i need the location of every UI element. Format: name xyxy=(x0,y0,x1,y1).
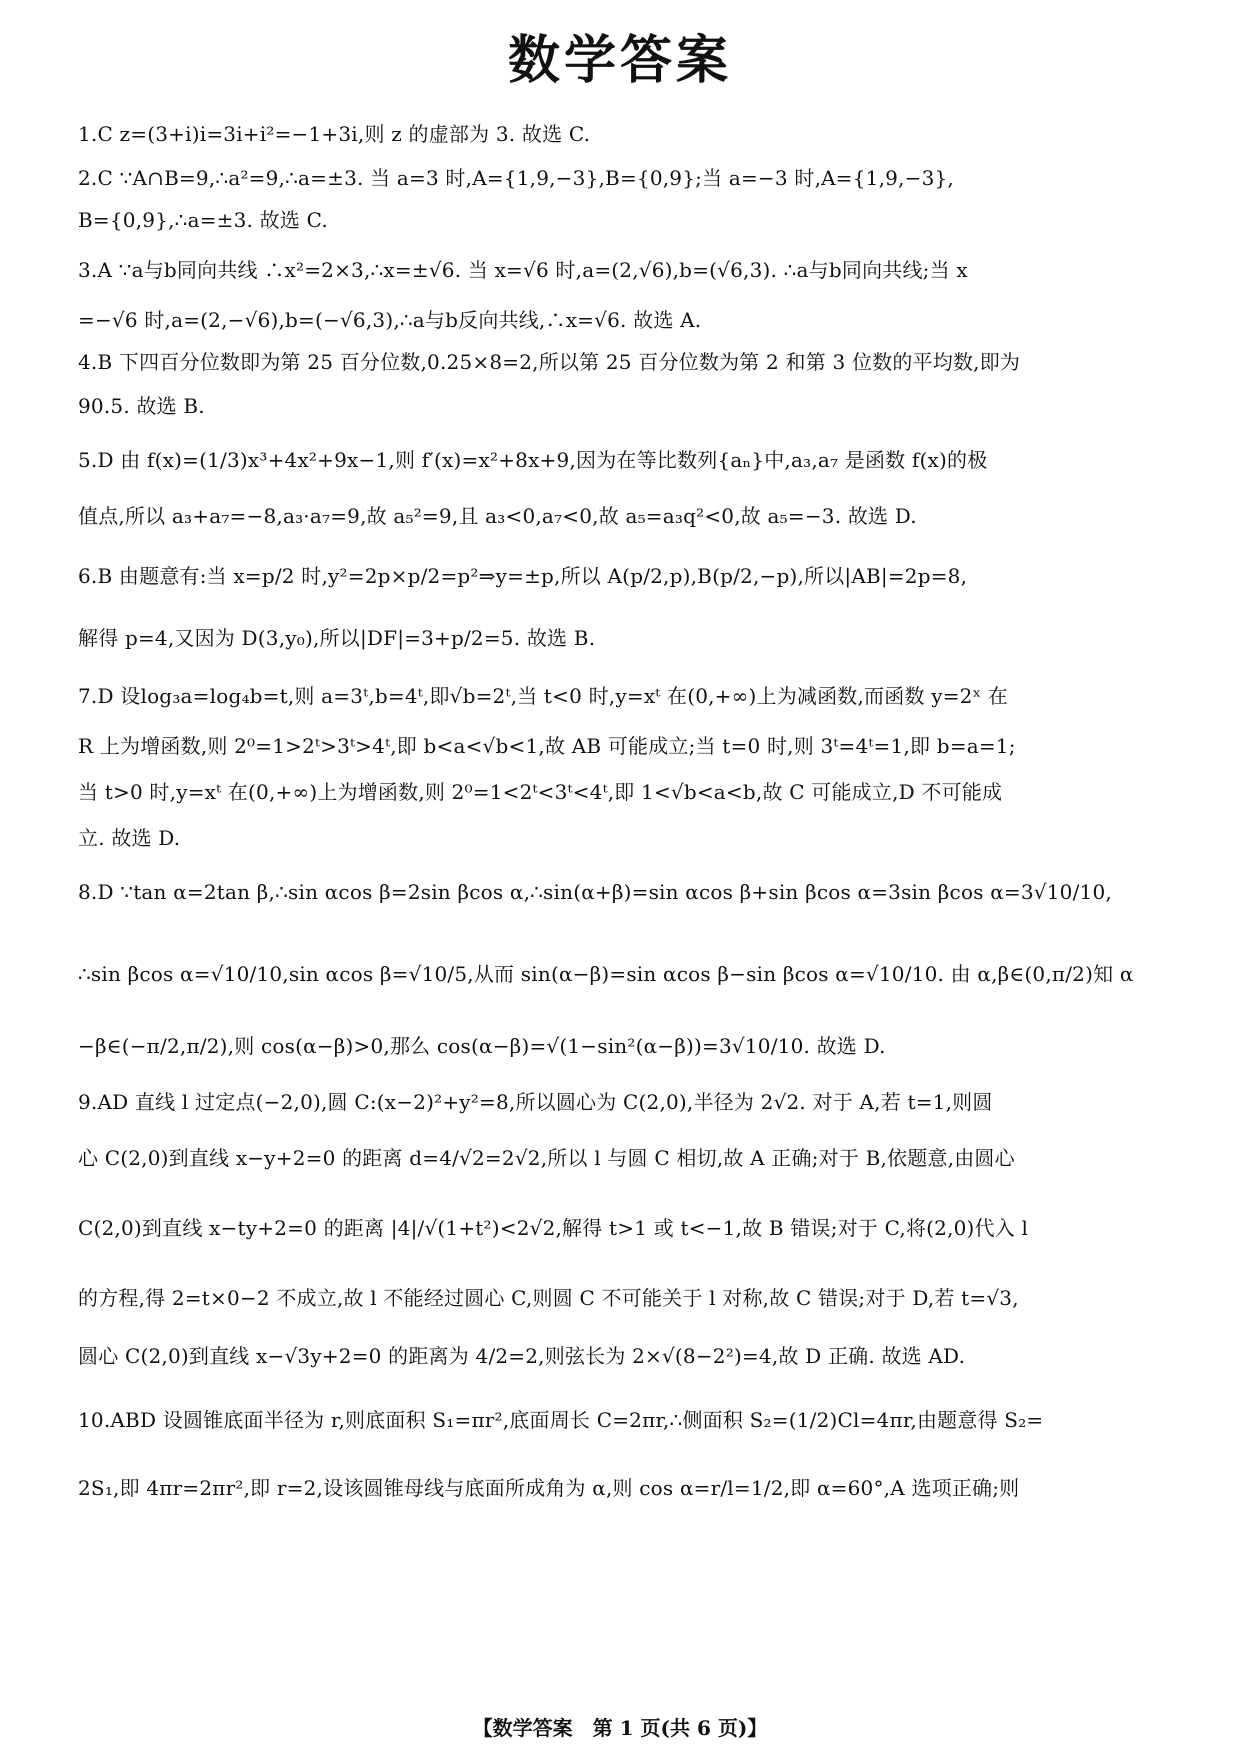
answer-line: 圆心 C(2,0)到直线 x−√3y+2=0 的距离为 4/2=2,则弦长为 2×√(8−2²)=4,故 D 正确. 故选 AD. xyxy=(78,1344,966,1368)
answer-line: 7.D 设log₃a=log₄b=t,则 a=3ᵗ,b=4ᵗ,即√b=2ᵗ,当 t<0 时,y=xᵗ 在(0,+∞)上为减函数,而函数 y=2ˣ 在 xyxy=(78,684,1009,708)
answer-line: C(2,0)到直线 x−ty+2=0 的距离 |4|/√(1+t²)<2√2,解得 t>1 或 t<−1,故 B 错误;对于 C,将(2,0)代入 l xyxy=(78,1216,1029,1240)
answer-line: 5.D 由 f(x)=(1/3)x³+4x²+9x−1,则 f′(x)=x²+8x+9,因为在等比数列{aₙ}中,a₃,a₇ 是函数 f(x)的极 xyxy=(78,448,988,472)
answer-line: 90.5. 故选 B. xyxy=(78,394,205,418)
answer-line: 8.D ∵tan α=2tan β,∴sin αcos β=2sin βcos α,∴sin(α+β)=sin αcos β+sin βcos α=3sin βcos α=3√10/10, xyxy=(78,880,1112,904)
answer-line: ∴sin βcos α=√10/10,sin αcos β=√10/5,从而 sin(α−β)=sin αcos β−sin βcos α=√10/10. 由 α,β∈(0,π/2)知 α xyxy=(78,962,1134,986)
answer-line: B={0,9},∴a=±3. 故选 C. xyxy=(78,208,328,232)
answer-line: =−√6 时,a=(2,−√6),b=(−√6,3),∴a与b反向共线,∴x=√6. 故选 A. xyxy=(78,308,702,332)
answer-line: 10.ABD 设圆锥底面半径为 r,则底面积 S₁=πr²,底面周长 C=2πr,∴侧面积 S₂=(1/2)Cl=4πr,由题意得 S₂= xyxy=(78,1408,1044,1432)
answer-line: 4.B 下四百分位数即为第 25 百分位数,0.25×8=2,所以第 25 百分位数为第 2 和第 3 位数的平均数,即为 xyxy=(78,350,1021,374)
answer-line: 解得 p=4,又因为 D(3,y₀),所以|DF|=3+p/2=5. 故选 B. xyxy=(78,626,596,650)
answer-line: 9.AD 直线 l 过定点(−2,0),圆 C:(x−2)²+y²=8,所以圆心为 C(2,0),半径为 2√2. 对于 A,若 t=1,则圆 xyxy=(78,1090,993,1114)
answer-line: 值点,所以 a₃+a₇=−8,a₃·a₇=9,故 a₅²=9,且 a₃<0,a₇<0,故 a₅=a₃q²<0,故 a₅=−3. 故选 D. xyxy=(78,504,917,528)
answer-line: 1.C z=(3+i)i=3i+i²=−1+3i,则 z 的虚部为 3. 故选 C. xyxy=(78,122,591,146)
answer-line: 当 t>0 时,y=xᵗ 在(0,+∞)上为增函数,则 2⁰=1<2ᵗ<3ᵗ<4ᵗ,即 1<√b<a<b,故 C 可能成立,D 不可能成 xyxy=(78,780,1003,804)
answer-line: 心 C(2,0)到直线 x−y+2=0 的距离 d=4/√2=2√2,所以 l 与圆 C 相切,故 A 正确;对于 B,依题意,由圆心 xyxy=(78,1146,1015,1170)
answer-line: 的方程,得 2=t×0−2 不成立,故 l 不能经过圆心 C,则圆 C 不可能关于 l 对称,故 C 错误;对于 D,若 t=√3, xyxy=(78,1286,1019,1310)
answer-line: 2S₁,即 4πr=2πr²,即 r=2,设该圆锥母线与底面所成角为 α,则 cos α=r/l=1/2,即 α=60°,A 选项正确;则 xyxy=(78,1476,1020,1500)
page-footer: 【数学答案 第 1 页(共 6 页)】 xyxy=(472,1716,768,1740)
answer-line: 6.B 由题意有:当 x=p/2 时,y²=2p×p/2=p²⇒y=±p,所以 A(p/2,p),B(p/2,−p),所以|AB|=2p=8, xyxy=(78,564,968,588)
answer-line: 2.C ∵A∩B=9,∴a²=9,∴a=±3. 当 a=3 时,A={1,9,−3},B={0,9};当 a=−3 时,A={1,9,−3}, xyxy=(78,166,954,190)
page-title: 数学答案 xyxy=(507,30,732,91)
answer-line: R 上为增函数,则 2⁰=1>2ᵗ>3ᵗ>4ᵗ,即 b<a<√b<1,故 AB 可能成立;当 t=0 时,则 3ᵗ=4ᵗ=1,即 b=a=1; xyxy=(78,734,1016,758)
answer-line: 立. 故选 D. xyxy=(78,826,181,850)
answer-line: −β∈(−π/2,π/2),则 cos(α−β)>0,那么 cos(α−β)=√(1−sin²(α−β))=3√10/10. 故选 D. xyxy=(78,1034,886,1058)
answer-line: 3.A ∵a与b同向共线 ∴x²=2×3,∴x=±√6. 当 x=√6 时,a=(2,√6),b=(√6,3). ∴a与b同向共线;当 x xyxy=(78,258,968,282)
